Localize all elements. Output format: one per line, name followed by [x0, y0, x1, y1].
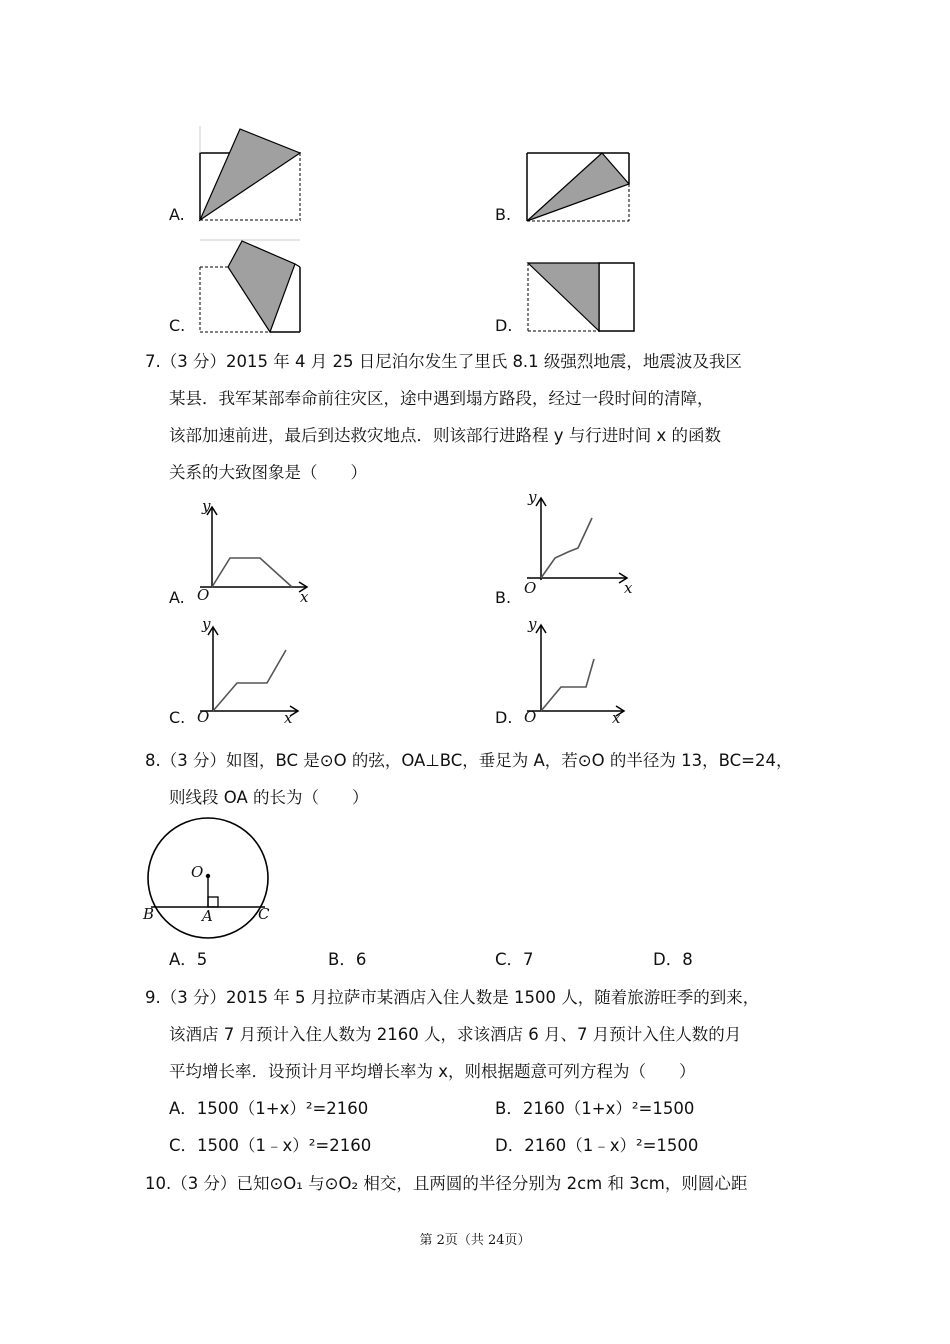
q6-option-b-label[interactable]: B.	[495, 205, 512, 224]
page-footer: 第 2页（共 24页）	[419, 1233, 531, 1248]
q7-option-d-label[interactable]: D.	[495, 708, 513, 727]
q6-figure-d	[524, 258, 638, 336]
q6-option-d-label[interactable]: D.	[495, 316, 513, 335]
q9-text-line-3: 平均增长率．设预计月平均增长率为 x，则根据题意可列方程为（ ）	[169, 1062, 696, 1081]
q7-graph-d-x-label: x	[612, 709, 621, 727]
q7-text-line-4: 关系的大致图象是（ ）	[169, 463, 367, 482]
q8-text-line-2: 则线段 OA 的长为（ ）	[169, 788, 369, 807]
q8-option-a[interactable]: A．5	[169, 950, 208, 969]
q8-label-o: O	[191, 863, 204, 881]
q7-option-c-label[interactable]: C.	[169, 708, 186, 727]
q8-label-b: B	[143, 905, 155, 923]
q8-text-line-1: 8.（3 分）如图，BC 是⊙O 的弦，OA⊥BC，垂足为 A，若⊙O 的半径为 13，BC=24，	[145, 751, 793, 770]
q6-figure-a	[195, 122, 305, 226]
q6-option-a-label[interactable]: A.	[169, 205, 185, 224]
q7-graph-a-x-label: x	[300, 588, 309, 606]
q7-graph-a-origin: O	[197, 586, 210, 604]
q7-graph-d	[522, 617, 632, 717]
q7-graph-c-x-label: x	[284, 709, 293, 727]
q6-figure-b	[522, 148, 634, 226]
q6-figure-c	[195, 236, 305, 336]
q7-graph-d-origin: O	[524, 708, 537, 726]
q9-text-line-2: 该酒店 7 月预计入住人数为 2160 人，求该酒店 6 月、7 月预计入住人数的月	[169, 1025, 742, 1044]
q6-option-c-label[interactable]: C.	[169, 316, 186, 335]
q7-text-line-2: 某县．我军某部奉命前往灾区，途中遇到塌方路段，经过一段时间的清障，	[169, 389, 714, 408]
q8-option-c[interactable]: C．7	[495, 950, 534, 969]
q7-text-line-1: 7.（3 分）2015 年 4 月 25 日尼泊尔发生了里氏 8.1 级强烈地震，地震波及我区	[145, 352, 742, 371]
q8-option-b[interactable]: B．6	[328, 950, 367, 969]
q7-graph-c-y-label: y	[202, 615, 211, 633]
q7-graph-d-y-label: y	[528, 615, 537, 633]
q8-label-a: A	[202, 907, 213, 925]
q7-graph-c-origin: O	[197, 708, 210, 726]
q7-text-line-3: 该部加速前进，最后到达救灾地点．则该部行进路程 y 与行进时间 x 的函数	[169, 426, 722, 445]
q7-graph-b-x-label: x	[624, 579, 633, 597]
q8-option-d[interactable]: D．8	[653, 950, 693, 969]
q7-graph-b-y-label: y	[528, 488, 537, 506]
q7-graph-c	[195, 617, 310, 717]
q9-option-d[interactable]: D．2160（1﹣x）²=1500	[495, 1136, 699, 1155]
q7-graph-b-origin: O	[524, 579, 537, 597]
q7-option-b-label[interactable]: B.	[495, 588, 512, 607]
q9-option-c[interactable]: C．1500（1﹣x）²=2160	[169, 1136, 372, 1155]
q8-label-c: C	[258, 905, 270, 923]
q9-option-a[interactable]: A．1500（1+x）²=2160	[169, 1099, 369, 1118]
q9-option-b[interactable]: B．2160（1+x）²=1500	[495, 1099, 695, 1118]
q9-text-line-1: 9.（3 分）2015 年 5 月拉萨市某酒店入住人数是 1500 人，随着旅游旺季的到来，	[145, 988, 760, 1007]
q7-graph-b	[522, 490, 637, 590]
q7-graph-a-y-label: y	[202, 497, 211, 515]
q10-text-line-1: 10.（3 分）已知⊙O₁ 与⊙O₂ 相交，且两圆的半径分别为 2cm 和 3cm，则圆心距	[145, 1174, 748, 1193]
q7-option-a-label[interactable]: A.	[169, 588, 185, 607]
